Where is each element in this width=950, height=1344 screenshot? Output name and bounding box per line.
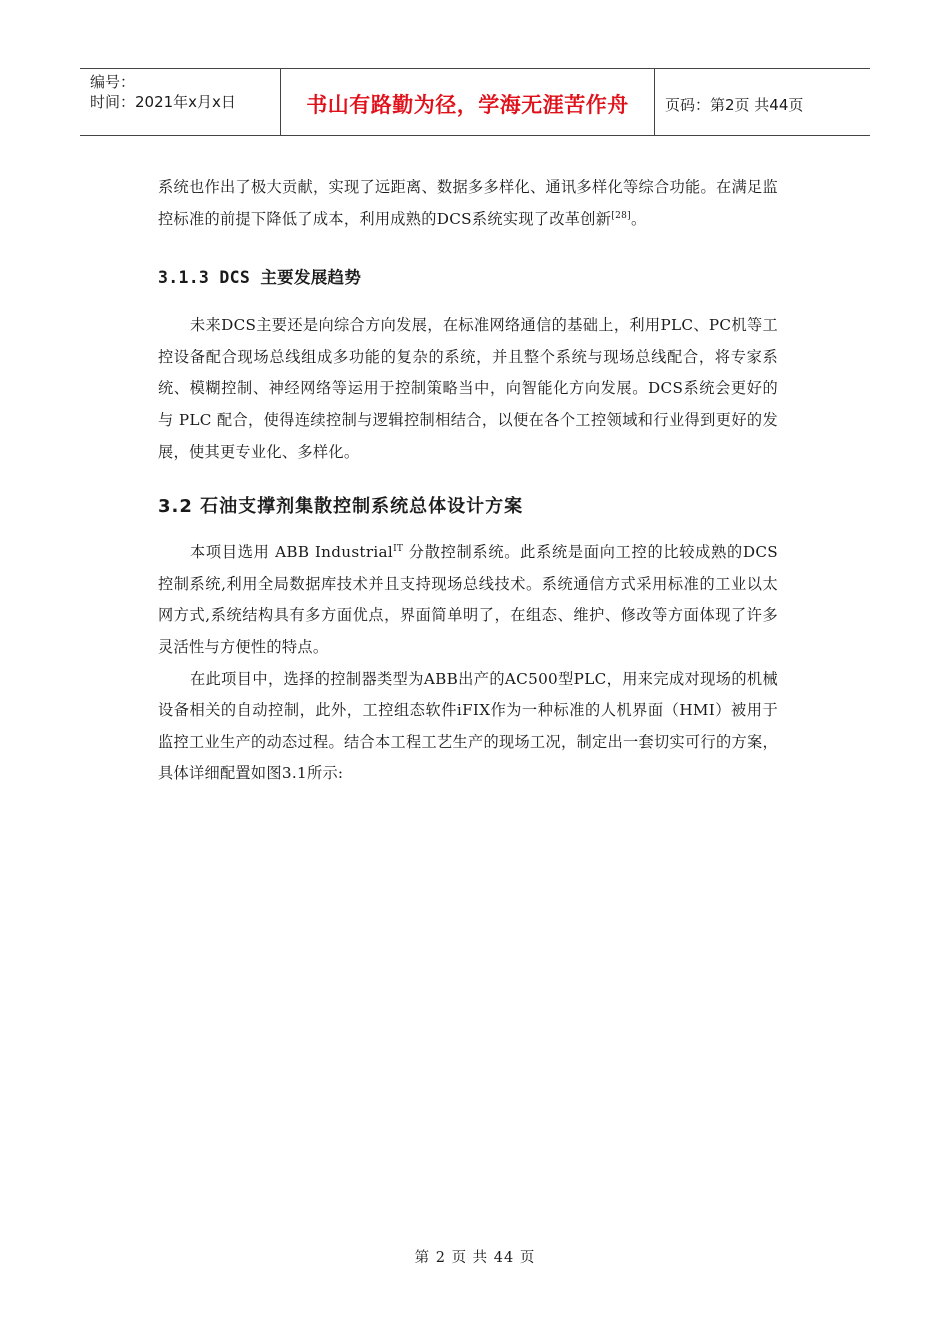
header-motto: 书山有路勤为径，学海无涯苦作舟 — [281, 69, 655, 135]
header-page-info: 页码：第2页 共44页 — [665, 95, 804, 114]
paragraph-dcs-trend: 未来DCS主要还是向综合方向发展，在标准网络通信的基础上，利用PLC、PC机等工控设备配合现场总线组成多功能的复杂的系统，并且整个系统与现场总线配合，将专家系统、模糊控制、神经网络等运用于控制策略当中，向智能化方向发展。DCS系统会更好的与 PLC 配合，使得连续控制与逻辑控制相结合，以便在各个工控领域和行业得到更好的发展，使其更专业化、多样化。 — [158, 316, 778, 461]
header-meta — [80, 69, 281, 135]
date-label: 时间：2021年x月x日 — [90, 93, 236, 111]
paragraph-end: 。 — [630, 209, 647, 228]
citation-ref: [28] — [611, 210, 631, 221]
number-label: 编号： — [90, 73, 136, 91]
paragraph-continuation — [158, 172, 778, 235]
paragraph-controller: 在此项目中，选择的控制器类型为ABB出产的AC500型PLC，用来完成对现场的机械设备相关的自动控制，此外，工控组态软件iFIX作为一种标准的人机界面（HMI）被用于监控工业生产的动态过程。结合本工程工艺生产的现场工况，制定出一套切实可行的方案，具体详细配置如图3.1所示: — [158, 669, 778, 783]
page-header — [80, 68, 870, 136]
superscript-it: IT — [393, 544, 404, 555]
paragraph-text-b: 分散控制系统。此系统是面向工控的比较成熟的DCS控制系统,利用全局数据库技术并且支持现场总线技术。系统通信方式采用标准的工业以太网方式,系统结构具有多方面优点，界面简单明了，在组态、维护、修改等方面体现了许多灵活性与方便性的特点。 — [158, 543, 779, 656]
paragraph-text: 系统也作出了极大贡献，实现了远距离、数据多多样化、通讯多样化等综合功能。在满足监控标准的前提下降低了成本，利用成熟的DCS系统实现了改革创新 — [158, 178, 778, 228]
page-footer: 第 2 页 共 44 页 — [414, 1250, 536, 1266]
section-heading-3-1-3: 3.1.3 DCS 主要发展趋势 — [158, 268, 362, 288]
document-body — [158, 172, 778, 790]
section-heading-3-2: 3.2 石油支撑剂集散控制系统总体设计方案 — [158, 496, 524, 518]
paragraph-abb-system — [158, 537, 778, 663]
paragraph-text-a: 本项目选用 ABB Industrial — [190, 543, 394, 562]
